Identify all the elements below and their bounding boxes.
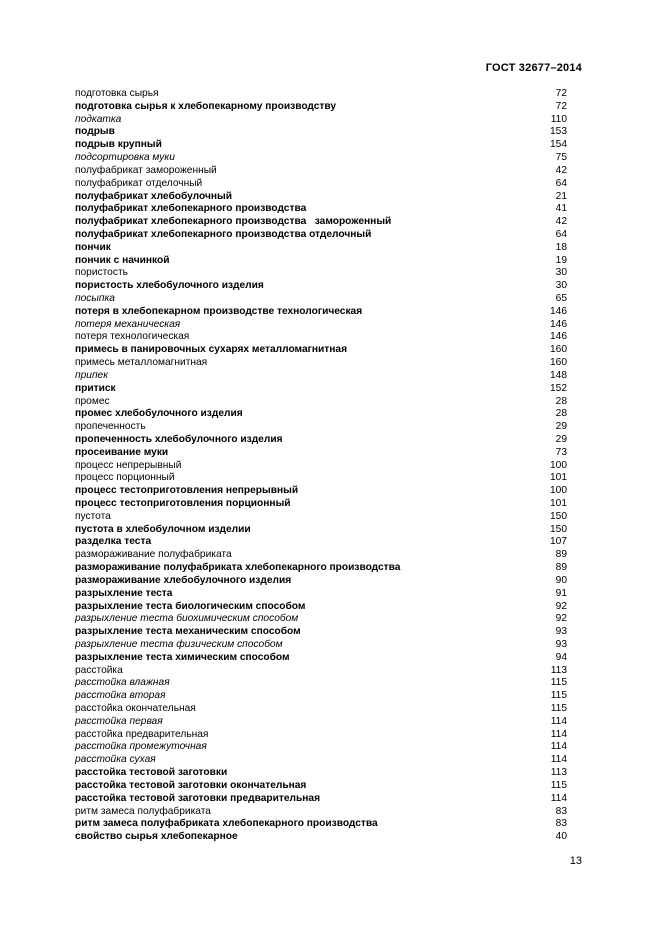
index-page-number: 83 <box>555 805 567 817</box>
document-header: ГОСТ 32677–2014 <box>485 62 582 74</box>
index-entry <box>75 472 567 485</box>
index-term: примесь в панировочных сухарях металломагнитная <box>75 344 348 356</box>
index-entry <box>75 601 567 614</box>
index-entry <box>75 434 567 447</box>
index-term: ритм замеса полуфабриката хлебопекарного производства <box>75 818 378 830</box>
index-entry <box>75 549 567 562</box>
index-term: просеивание муки <box>75 446 169 458</box>
index-page-number: 115 <box>550 690 567 702</box>
index-entry <box>75 818 567 831</box>
index-page-number: 114 <box>550 715 567 727</box>
index-term: разделка теста <box>75 536 152 548</box>
index-page-number: 21 <box>555 190 567 202</box>
index-page-number: 115 <box>550 703 567 714</box>
index-term: разрыхление теста химическим способом <box>75 651 290 663</box>
index-term: пропеченность <box>75 421 146 433</box>
index-term: пустота <box>75 510 111 522</box>
index-page-number: 101 <box>550 472 567 484</box>
index-page-number: 152 <box>550 382 567 394</box>
index-term: примесь металломагнитная <box>75 357 208 369</box>
index-entry <box>75 780 567 793</box>
index-entry <box>75 165 567 178</box>
index-page-number: 100 <box>550 459 567 471</box>
index-page-number: 28 <box>555 395 567 407</box>
index-entry <box>75 139 567 152</box>
index-entry <box>75 293 567 306</box>
index-page-number: 100 <box>550 485 567 497</box>
index-page-number: 64 <box>555 177 567 189</box>
index-entry <box>75 665 567 678</box>
index-page-number: 83 <box>555 818 567 830</box>
index-page-number: 114 <box>550 741 567 753</box>
index-page-number: 40 <box>555 831 567 843</box>
page-number: 13 <box>569 855 582 867</box>
index-page-number: 160 <box>550 357 567 369</box>
index-term: процесс непрерывный <box>75 459 182 471</box>
index-term: разрыхление теста <box>75 587 173 599</box>
index-term: пористость <box>75 267 128 279</box>
index-term: размораживание полуфабриката хлебопекарного производства <box>75 562 401 574</box>
index-term: припек <box>75 369 109 381</box>
index-entry <box>75 152 567 165</box>
index-page-number: 94 <box>555 651 567 663</box>
index-page-number: 92 <box>555 613 567 625</box>
index-term: разрыхление теста механическим способом <box>75 626 301 638</box>
index-page-number: 75 <box>555 152 567 164</box>
index-entry <box>75 114 567 127</box>
index-entry <box>75 511 567 524</box>
index-term: потеря в хлебопекарном производстве технологическая <box>75 305 363 317</box>
index-term: пончик с начинкой <box>75 254 170 266</box>
index-page-number: 73 <box>555 446 567 458</box>
index-entry <box>75 677 567 690</box>
index-entry <box>75 524 567 537</box>
index-term: расстойка <box>75 664 123 676</box>
index-page-number: 19 <box>555 254 567 266</box>
index-entry <box>75 280 567 293</box>
index-entry <box>75 421 567 434</box>
index-term: промес хлебобулочного изделия <box>75 408 243 420</box>
index-page-number: 146 <box>550 318 567 330</box>
index-entry <box>75 793 567 806</box>
index-entry <box>75 101 567 114</box>
index-page-number: 93 <box>555 626 567 638</box>
index-entry <box>75 588 567 601</box>
index-entry <box>75 741 567 754</box>
index-page-number: 113 <box>550 664 567 676</box>
index-page-number: 41 <box>555 203 567 215</box>
index-entry <box>75 729 567 742</box>
index-entry <box>75 319 567 332</box>
index-page-number: 91 <box>555 587 567 599</box>
index-term: расстойка тестовой заготовки окончательная <box>75 779 307 791</box>
index-term: подкатка <box>75 113 122 125</box>
index-term: процесс тестоприготовления порционный <box>75 498 291 509</box>
index-term: расстойка сухая <box>75 754 156 766</box>
index-page-number: 153 <box>550 126 567 138</box>
index-entry <box>75 344 567 357</box>
index-page-number: 72 <box>555 88 567 99</box>
index-entry <box>75 806 567 819</box>
index-term: расстойка первая <box>75 715 163 727</box>
index-entry <box>75 191 567 204</box>
index-entry <box>75 255 567 268</box>
index-entry <box>75 357 567 370</box>
index-term: подрыв крупный <box>75 139 162 151</box>
index-page-number: 89 <box>555 549 567 561</box>
index-entry <box>75 267 567 280</box>
index-term: полуфабрикат хлебобулочный <box>75 190 233 202</box>
index-entry <box>75 216 567 229</box>
index-entry <box>75 754 567 767</box>
index-term: размораживание полуфабриката <box>75 549 232 561</box>
index-page-number: 115 <box>550 677 567 689</box>
index-term: полуфабрикат замороженный <box>75 164 217 176</box>
index-entry <box>75 229 567 242</box>
index-page-number: 42 <box>555 164 567 176</box>
index-term: полуфабрикат хлебопекарного производства замороженный <box>75 216 392 228</box>
index-page-number: 90 <box>555 574 567 586</box>
index-term: полуфабрикат отделочный <box>75 177 203 189</box>
index-entry <box>75 536 567 549</box>
index-entry <box>75 126 567 139</box>
index-term: процесс тестоприготовления непрерывный <box>75 485 299 497</box>
index-page-number: 110 <box>550 113 567 125</box>
index-entry <box>75 690 567 703</box>
index-entry <box>75 575 567 588</box>
index-entry <box>75 383 567 396</box>
index-page-number: 72 <box>555 100 567 112</box>
index-page-number: 29 <box>555 421 567 433</box>
index-term: потеря механическая <box>75 318 181 330</box>
index-page-number: 28 <box>555 408 567 420</box>
index-term: пустота в хлебобулочном изделии <box>75 523 251 535</box>
index-term: разрыхление теста биологическим способом <box>75 600 306 612</box>
index-term: полуфабрикат хлебопекарного производства <box>75 203 307 215</box>
index-page-number: 114 <box>550 754 567 766</box>
index-entry <box>75 408 567 421</box>
index-term: расстойка предварительная <box>75 728 209 740</box>
index-entry <box>75 460 567 473</box>
index-entry <box>75 178 567 191</box>
index-page-number: 115 <box>550 779 567 791</box>
index-page-number: 148 <box>550 369 567 381</box>
index-entry <box>75 562 567 575</box>
index-page-number: 146 <box>550 305 567 317</box>
index-page-number: 29 <box>555 433 567 445</box>
index-term: разрыхление теста физическим способом <box>75 638 283 650</box>
index-entry <box>75 639 567 652</box>
index-entry <box>75 485 567 498</box>
index-term: размораживание хлебобулочного изделия <box>75 574 292 586</box>
index-term: расстойка тестовой заготовки предварительная <box>75 792 321 804</box>
index-page-number: 65 <box>555 293 567 304</box>
index-entry <box>75 88 567 101</box>
index-term: расстойка вторая <box>75 690 166 702</box>
index-entry <box>75 203 567 216</box>
index-term: пропеченность хлебобулочного изделия <box>75 433 283 445</box>
index-entry <box>75 703 567 716</box>
index-term: расстойка промежуточная <box>75 741 207 753</box>
index-entry <box>75 652 567 665</box>
index-entry <box>75 613 567 626</box>
index-entry <box>75 242 567 255</box>
index-page-number: 160 <box>550 344 567 356</box>
index-entry <box>75 331 567 344</box>
index-page-number: 146 <box>550 331 567 343</box>
index-page-number: 107 <box>550 536 567 548</box>
index-entry <box>75 306 567 319</box>
index-term: расстойка окончательная <box>75 703 196 714</box>
index-entry <box>75 396 567 409</box>
index-term: посыпка <box>75 293 115 304</box>
index-term: расстойка влажная <box>75 677 170 689</box>
index-page-number: 113 <box>550 767 567 779</box>
index-entry <box>75 498 567 511</box>
index-term: подсортировка муки <box>75 152 175 164</box>
index-term: расстойка тестовой заготовки <box>75 767 228 779</box>
index-term: полуфабрикат хлебопекарного производства отделочный <box>75 228 372 240</box>
index-page-number: 154 <box>550 139 567 151</box>
index-entry <box>75 716 567 729</box>
index-page-number: 150 <box>550 510 567 522</box>
index-page-number: 64 <box>555 228 567 240</box>
index-term: пончик <box>75 241 111 253</box>
index-term: промес <box>75 395 110 407</box>
index-term: процесс порционный <box>75 472 175 484</box>
index-page-number: 89 <box>555 562 567 574</box>
index-entry <box>75 767 567 780</box>
index-entry <box>75 831 567 844</box>
index-term: подрыв <box>75 126 115 138</box>
index-page-number: 30 <box>555 280 567 292</box>
index-term: потеря технологическая <box>75 331 190 343</box>
index-term: подготовка сырья <box>75 88 159 99</box>
index-page-number: 114 <box>550 792 567 804</box>
index-term: пористость хлебобулочного изделия <box>75 280 264 292</box>
index-entry <box>75 370 567 383</box>
index-entry <box>75 447 567 460</box>
index-page-number: 93 <box>555 638 567 650</box>
index-page-number: 92 <box>555 600 567 612</box>
index-page-number: 101 <box>550 498 567 509</box>
index-term: подготовка сырья к хлебопекарному производству <box>75 100 337 112</box>
index-page-number: 42 <box>555 216 567 228</box>
index-term: разрыхление теста биохимическим способом <box>75 613 299 625</box>
index-page-number: 18 <box>555 241 567 253</box>
index-entry <box>75 626 567 639</box>
index-page-number: 30 <box>555 267 567 279</box>
index-page-number: 150 <box>550 523 567 535</box>
index-page-number: 114 <box>550 728 567 740</box>
term-index <box>75 88 567 844</box>
index-term: ритм замеса полуфабриката <box>75 805 211 817</box>
index-term: притиск <box>75 382 116 394</box>
index-term: свойство сырья хлебопекарное <box>75 831 238 843</box>
